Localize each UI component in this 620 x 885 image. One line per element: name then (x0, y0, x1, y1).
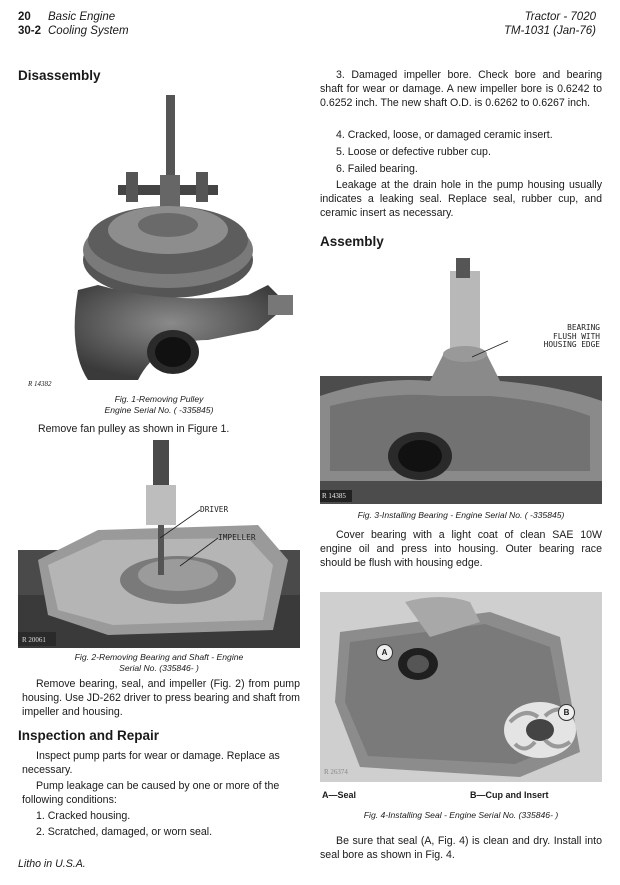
fig4-legend-a: A—Seal (322, 790, 357, 800)
disassembly-heading: Disassembly (18, 68, 101, 83)
fig2-caption-line2: Serial No. (335846- ) (119, 663, 199, 673)
fig2-label-impeller: IMPELLER (218, 533, 256, 542)
fig4-text: Be sure that seal (A, Fig. 4) is clean and dry. Install into seal bore as shown in Fig. 4. (320, 835, 602, 862)
page-header-left (18, 10, 129, 38)
fig1-ref: R 14382 (28, 380, 52, 388)
fig2-ref: R 20061 (22, 636, 46, 644)
header-tractor: Tractor - 7020 (524, 11, 596, 23)
footer-litho: Litho in U.S.A. (18, 858, 86, 870)
inspection-item-2: 2. Scratched, damaged, or worn seal. (36, 826, 213, 838)
fig4-marker-a: A (376, 644, 393, 661)
section-number: 30-2 (18, 25, 42, 37)
inspection-para1: Inspect pump parts for wear or damage. Replace as necessary. (22, 750, 280, 777)
fig2-caption (18, 652, 300, 674)
fig3-label (500, 324, 600, 350)
fig3-ref: R 14385 (322, 492, 346, 500)
fig4-marker-b: B (558, 704, 575, 721)
fig4-legend-b: B—Cup and Insert (470, 790, 549, 800)
fig1-caption-line1: Fig. 1-Removing Pulley (114, 394, 204, 404)
header-manual: TM-1031 (Jan-76) (503, 25, 596, 37)
inspection-item-6: 6. Failed bearing. (336, 163, 418, 175)
fig4-caption: Fig. 4-Installing Seal - Engine Serial No. (335846- ) (363, 810, 559, 820)
fig1-caption-line2: Engine Serial No. ( -335845) (104, 405, 214, 415)
inspection-para2: Pump leakage can be caused by one or more of the following conditions: (22, 780, 280, 807)
fig2-text: Remove bearing, seal, and impeller (Fig. 2) from pump housing. Use JD-262 driver to press bearing and shaft from impeller and housing. (22, 678, 300, 719)
fig1-text: Remove fan pulley as shown in Figure 1. (38, 423, 230, 435)
page-number: 20 (18, 11, 31, 23)
fig3-label-line3: HOUSING EDGE (543, 340, 600, 350)
fig4-photo (320, 592, 602, 782)
fig4-ref: R 26374 (324, 768, 348, 776)
page-header-right (504, 10, 596, 38)
fig1-caption (18, 394, 300, 416)
inspection-item-5: 5. Loose or defective rubber cup. (336, 146, 491, 158)
header-subtitle: Cooling System (48, 25, 129, 37)
fig3-text: Cover bearing with a light coat of clean SAE 10W engine oil and press into housing. Outer bearing race should be flush with housing edge. (320, 529, 602, 570)
fig2-caption-line1: Fig. 2-Removing Bearing and Shaft - Engine (74, 652, 244, 662)
fig3-label-line2: FLUSH WITH (553, 331, 600, 341)
assembly-heading: Assembly (320, 234, 384, 249)
fig1-photo (18, 90, 300, 390)
fig2-label-driver: DRIVER (200, 505, 229, 514)
inspection-drain-text: Leakage at the drain hole in the pump housing usually indicates a leaking seal. Replace seal, rubber cup, and ceramic insert as necessary. (320, 179, 602, 220)
header-title: Basic Engine (48, 11, 116, 23)
fig3-leader-line (470, 335, 510, 360)
fig2-leader-lines (150, 500, 220, 570)
fig3-caption: Fig. 3-Installing Bearing - Engine Serial No. ( -335845) (357, 510, 565, 520)
inspection-item-3: 3. Damaged impeller bore. Check bore and bearing shaft for wear or damage. A new impeller bore is 0.6242 to 0.6252 inch. The new shaft O.D. is 0.6262 to 0.6267 inch. (320, 69, 602, 110)
inspection-heading: Inspection and Repair (18, 728, 160, 743)
inspection-item-4: 4. Cracked, loose, or damaged ceramic insert. (336, 129, 553, 141)
fig3-label-line1: BEARING (567, 323, 600, 332)
fig3-photo (320, 256, 602, 504)
inspection-item-1: 1. Cracked housing. (36, 810, 131, 822)
